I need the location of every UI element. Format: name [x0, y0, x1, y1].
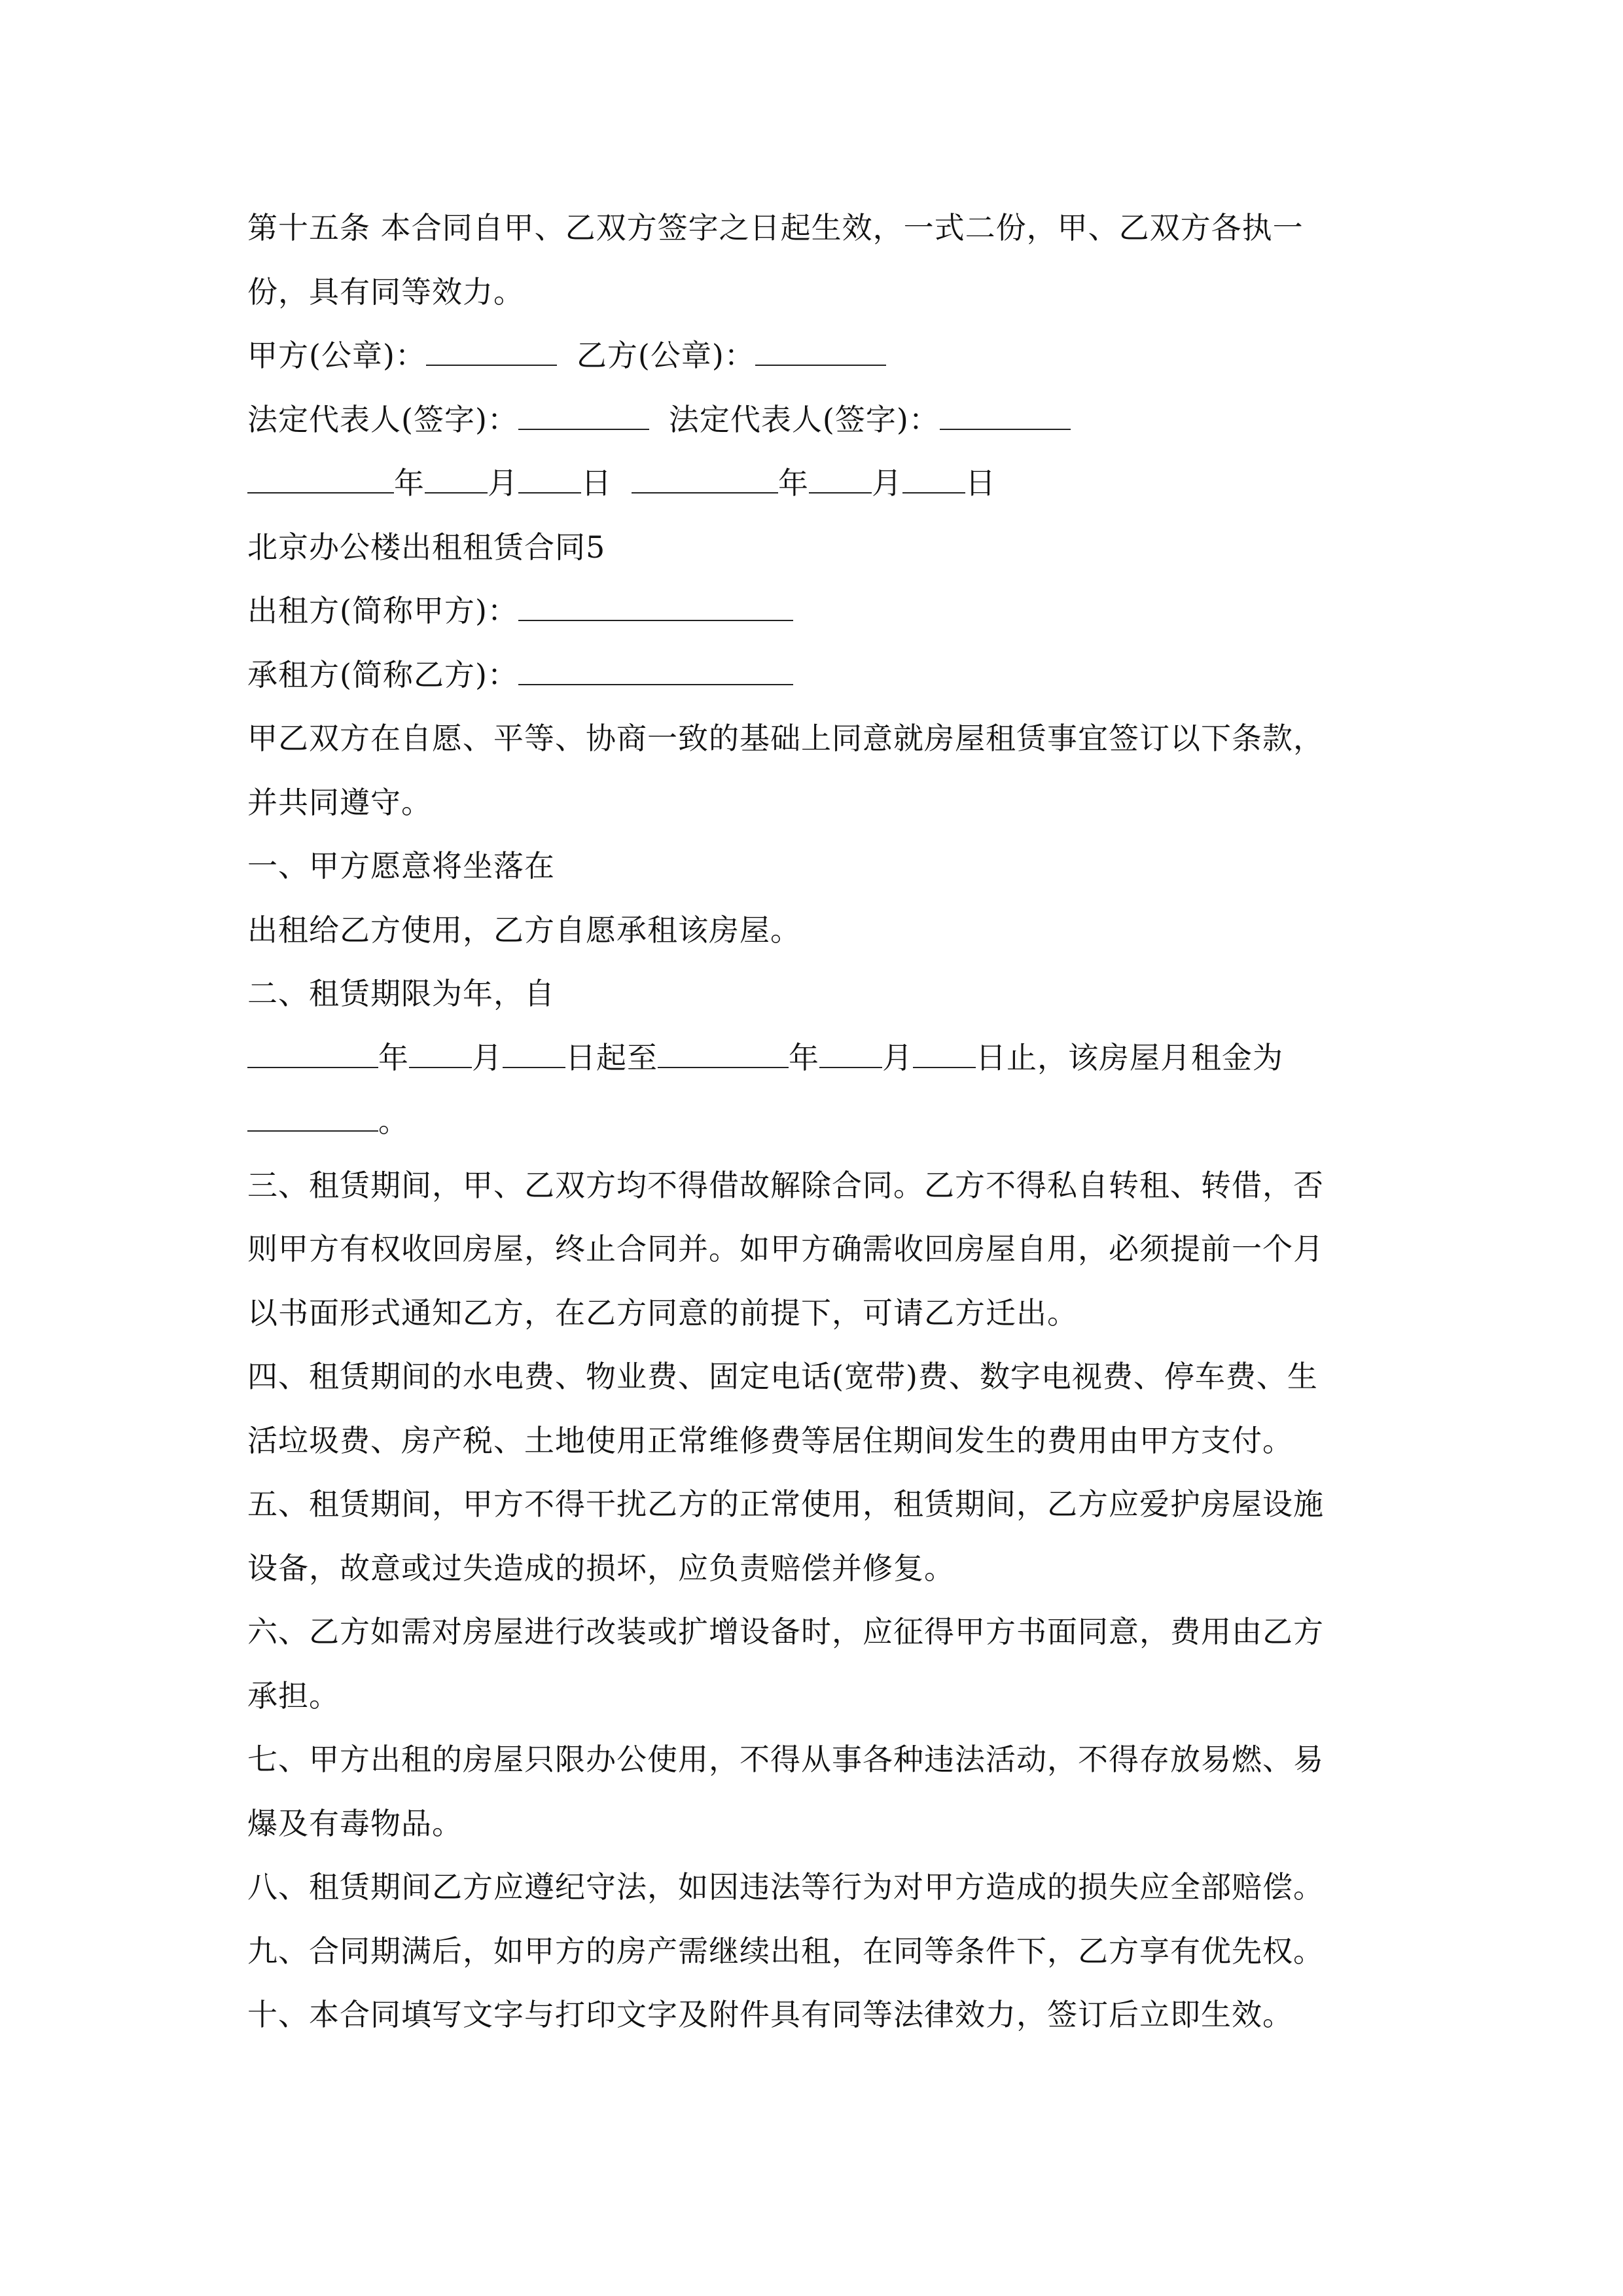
date-b-year-blank[interactable] — [632, 466, 778, 493]
start-day-blank[interactable] — [503, 1041, 565, 1068]
from-label: 日起至 — [565, 1039, 658, 1075]
month-label: 月 — [882, 1039, 913, 1075]
lessor-label: 出租方(简称甲方)： — [247, 593, 518, 628]
month-label: 月 — [472, 1039, 503, 1075]
contract-title: 北京办公楼出租租赁合同5 — [247, 529, 606, 565]
clause-10: 十、本合同填写文字与打印文字及附件具有同等法律效力，签订后立即生效。 — [247, 1997, 1293, 2032]
clause-2-line-3 — [247, 1090, 1386, 1154]
party-b-seal-label: 乙方(公章)： — [576, 338, 755, 373]
year-label: 年 — [378, 1039, 409, 1075]
article-15-line-1: 第十五条 本合同自甲、乙双方签字之日起生效，一式二份，甲、乙双方各执一 — [247, 210, 1304, 245]
lessor-blank[interactable] — [518, 594, 793, 621]
year-label: 年 — [789, 1039, 819, 1075]
intro-line-1: 甲乙双方在自愿、平等、协商一致的基础上同意就房屋租赁事宜签订以下条款， — [247, 721, 1324, 756]
rent-label: 日止，该房屋月租金为 — [976, 1039, 1283, 1075]
clause-6-line-2: 承担。 — [247, 1677, 340, 1713]
rep-b-label: 法定代表人(签字)： — [668, 401, 940, 437]
end-year-blank[interactable] — [658, 1041, 789, 1068]
clause-4-line-1: 四、租赁期间的水电费、物业费、固定电话(宽带)费、数字电视费、停车费、生 — [247, 1359, 1318, 1394]
start-month-blank[interactable] — [409, 1041, 472, 1068]
clause-1-line-2: 出租给乙方使用，乙方自愿承租该房屋。 — [247, 912, 801, 948]
seal-line — [247, 324, 1386, 388]
date-a-day-blank[interactable] — [518, 466, 581, 493]
representative-line — [247, 388, 1386, 452]
clause-8: 八、租赁期间乙方应遵纪守法，如因违法等行为对甲方造成的损失应全部赔偿。 — [247, 1869, 1324, 1905]
clause-5-line-1: 五、租赁期间，甲方不得干扰乙方的正常使用，租赁期间，乙方应爱护房屋设施 — [247, 1486, 1324, 1522]
date-b-month-blank[interactable] — [809, 466, 872, 493]
end-day-blank[interactable] — [913, 1041, 976, 1068]
party-b-seal-blank[interactable] — [755, 338, 886, 366]
date-a-month-blank[interactable] — [425, 466, 488, 493]
lessor-line — [247, 579, 1386, 643]
clause-7-line-1: 七、甲方出租的房屋只限办公使用，不得从事各种违法活动，不得存放易燃、易 — [247, 1742, 1324, 1777]
start-year-blank[interactable] — [247, 1041, 378, 1068]
party-a-seal-label: 甲方(公章)： — [247, 338, 426, 373]
clause-7-line-2: 爆及有毒物品。 — [247, 1805, 463, 1841]
article-15-line-2: 份，具有同等效力。 — [247, 274, 524, 310]
date-year-label: 年 — [394, 465, 425, 501]
date-day-label: 日 — [581, 465, 612, 501]
lessee-label: 承租方(简称乙方)： — [247, 656, 518, 692]
date-a-year-blank[interactable] — [247, 466, 394, 493]
rep-a-label: 法定代表人(签字)： — [247, 401, 518, 437]
period-mark: 。 — [378, 1103, 409, 1139]
rep-b-blank[interactable] — [940, 403, 1071, 430]
clause-6-line-1: 六、乙方如需对房屋进行改装或扩增设备时，应征得甲方书面同意，费用由乙方 — [247, 1614, 1324, 1649]
document-page — [247, 196, 1386, 2047]
clause-3-line-1: 三、租赁期间，甲、乙双方均不得借故解除合同。乙方不得私自转租、转借，否 — [247, 1167, 1324, 1203]
date-b-day-blank[interactable] — [902, 466, 965, 493]
date-year-label: 年 — [778, 465, 809, 501]
clause-9: 九、合同期满后，如甲方的房产需继续出租，在同等条件下，乙方享有优先权。 — [247, 1933, 1324, 1969]
clause-4-line-2: 活垃圾费、房产税、土地使用正常维修费等居住期间发生的费用由甲方支付。 — [247, 1422, 1293, 1458]
clause-2-line-1: 二、租赁期限为年，自 — [247, 976, 555, 1011]
intro-line-2: 并共同遵守。 — [247, 784, 432, 820]
date-month-label: 月 — [488, 465, 518, 501]
clause-1-line-1: 一、甲方愿意将坐落在 — [247, 848, 555, 884]
clause-5-line-2: 设备，故意或过失造成的损坏，应负责赔偿并修复。 — [247, 1550, 955, 1586]
date-month-label: 月 — [872, 465, 902, 501]
party-a-seal-blank[interactable] — [426, 338, 557, 366]
lessee-line — [247, 643, 1386, 708]
clause-3-line-2: 则甲方有权收回房屋，终止合同并。如甲方确需收回房屋自用，必须提前一个月 — [247, 1231, 1324, 1266]
date-day-label: 日 — [965, 465, 996, 501]
lessee-blank[interactable] — [518, 658, 793, 685]
date-line — [247, 452, 1386, 516]
end-month-blank[interactable] — [819, 1041, 882, 1068]
rep-a-blank[interactable] — [518, 403, 649, 430]
monthly-rent-blank[interactable] — [247, 1104, 378, 1132]
clause-2-line-2 — [247, 1026, 1386, 1090]
clause-3-line-3: 以书面形式通知乙方，在乙方同意的前提下，可请乙方迁出。 — [247, 1295, 1078, 1331]
